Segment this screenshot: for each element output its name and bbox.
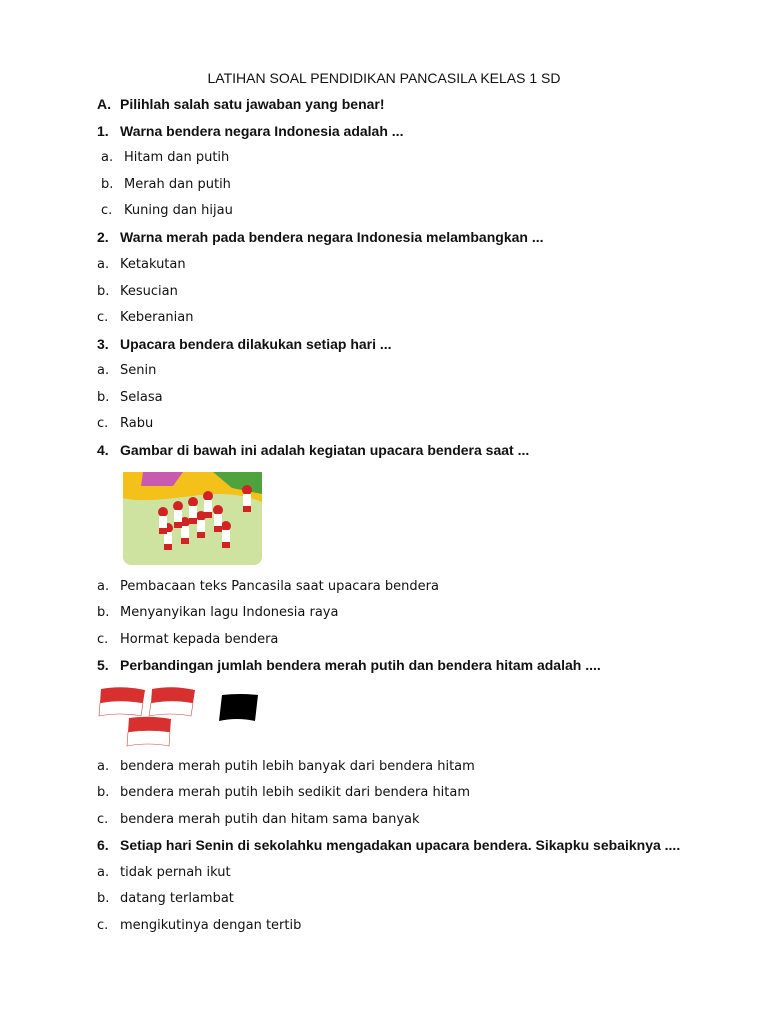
option-text: Keberanian — [120, 310, 194, 325]
section-text: Pilihlah salah satu jawaban yang benar! — [120, 96, 385, 112]
page-title: LATIHAN SOAL PENDIDIKAN PANCASILA KELAS 1 SD — [207, 70, 561, 86]
option-label: c. — [101, 203, 113, 218]
option-text: Pembacaan teks Pancasila saat upacara bendera — [120, 579, 439, 594]
option-label: c. — [97, 310, 109, 325]
option-label: a. — [97, 257, 110, 272]
red-white-flag-1 — [99, 687, 145, 716]
option-label: b. — [97, 284, 110, 299]
option-label: a. — [97, 759, 110, 774]
question-text: Upacara bendera dilakukan setiap hari ... — [120, 336, 392, 352]
option-text: bendera merah putih lebih sedikit dari bendera hitam — [120, 785, 471, 800]
option-label: c. — [97, 416, 109, 431]
option-text: Ketakutan — [120, 257, 186, 272]
question-text: Perbandingan jumlah bendera merah putih dan bendera hitam adalah .... — [120, 657, 601, 673]
question-number: 4. — [97, 442, 109, 458]
question-text: Gambar di bawah ini adalah kegiatan upacara bendera saat ... — [120, 442, 530, 458]
option-text: Hormat kepada bendera — [120, 632, 279, 647]
option-label: c. — [97, 918, 109, 933]
option-text: datang terlambat — [120, 891, 234, 906]
option-label: a. — [97, 865, 110, 880]
question-text: Warna bendera negara Indonesia adalah ... — [120, 123, 404, 139]
option-text: Kuning dan hijau — [124, 203, 233, 218]
question-number: 2. — [97, 229, 109, 245]
question-number: 3. — [97, 336, 109, 352]
option-text: Hitam dan putih — [124, 150, 230, 165]
red-white-flag-2 — [149, 687, 195, 716]
option-text: bendera merah putih lebih banyak dari bendera hitam — [120, 759, 475, 774]
option-label: b. — [97, 605, 110, 620]
question-number: 6. — [97, 837, 109, 853]
option-label: a. — [101, 150, 114, 165]
option-text: Selasa — [120, 390, 163, 405]
option-label: c. — [97, 812, 109, 827]
option-label: b. — [97, 891, 110, 906]
option-label: a. — [97, 363, 110, 378]
black-flag — [219, 694, 258, 721]
option-text: Merah dan putih — [124, 177, 231, 192]
option-text: Senin — [120, 363, 157, 378]
option-text: Kesucian — [120, 284, 178, 299]
flags-illustration — [97, 685, 262, 749]
question-text: Warna merah pada bendera negara Indonesia melambangkan ... — [120, 229, 544, 245]
option-label: a. — [97, 579, 110, 594]
question-number: 1. — [97, 123, 109, 139]
option-text: mengikutinya dengan tertib — [120, 918, 302, 933]
ceremony-illustration — [123, 472, 262, 565]
option-text: Rabu — [120, 416, 154, 431]
option-text: bendera merah putih dan hitam sama banyak — [120, 812, 420, 827]
option-text: tidak pernah ikut — [120, 865, 231, 880]
question-text: Setiap hari Senin di sekolahku mengadakan upacara bendera. Sikapku sebaiknya .... — [120, 837, 681, 853]
option-label: c. — [97, 632, 109, 647]
option-label: b. — [97, 785, 110, 800]
red-white-flag-3 — [127, 717, 171, 746]
question-number: 5. — [97, 657, 109, 673]
option-label: b. — [101, 177, 114, 192]
section-label: A. — [97, 96, 111, 112]
option-label: b. — [97, 390, 110, 405]
option-text: Menyanyikan lagu Indonesia raya — [120, 605, 339, 620]
